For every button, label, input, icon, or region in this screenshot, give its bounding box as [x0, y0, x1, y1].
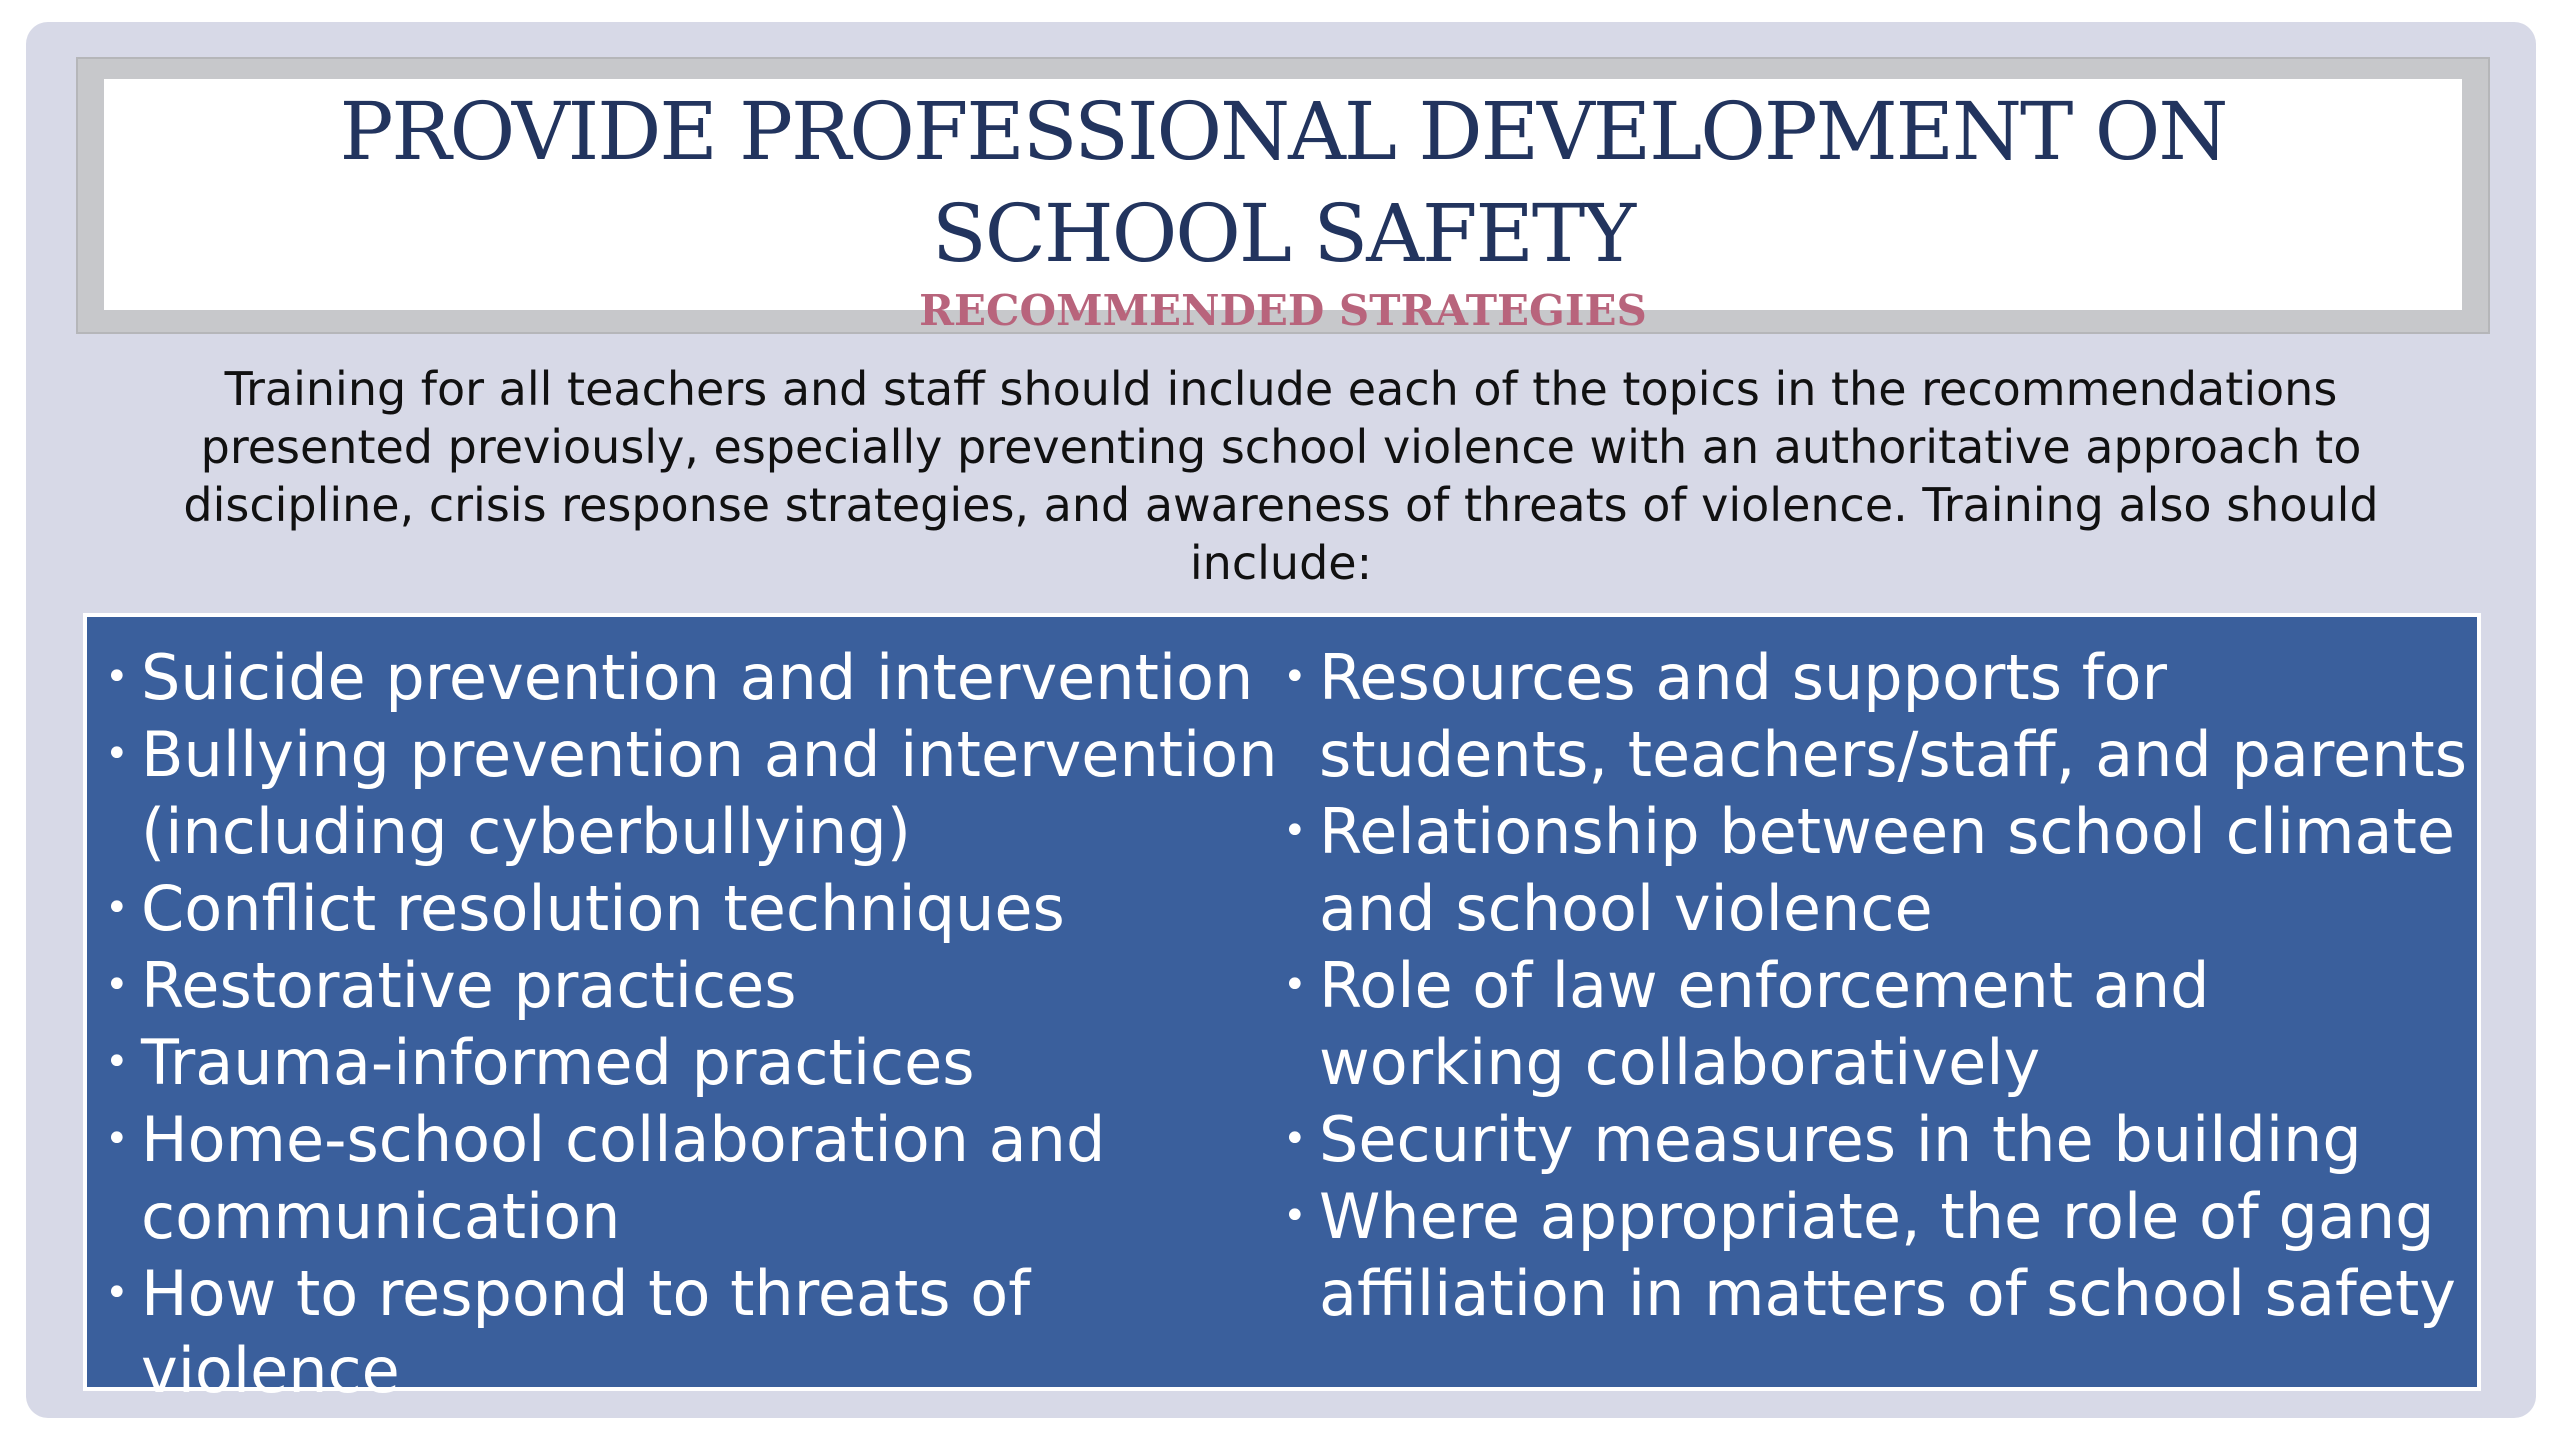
topics-box [83, 613, 2481, 1407]
title-line-1: PROVIDE PROFESSIONAL DEVELOPMENT ON [339, 85, 2227, 178]
bullet-icon: • [105, 654, 129, 700]
list-item [1283, 947, 2473, 1101]
intro-paragraph: Training for all teachers and staff should include each of the topics in the recommendations presented previously, especially preventing school violence with an authoritative approach to discipline, crisis response strategies, and awareness of threats of violence. Training also should include: [183, 362, 2379, 590]
bullet-icon: • [1283, 808, 1307, 854]
title-frame [76, 57, 2490, 334]
list-item-text: How to respond to threats of violence [141, 1257, 1031, 1407]
bullet-icon: • [1283, 654, 1307, 700]
title-box [104, 79, 2462, 335]
bullet-icon: • [105, 731, 129, 777]
list-item-text: Suicide prevention and intervention [141, 641, 1254, 714]
list-item-text: Trauma-informed practices [141, 1026, 975, 1099]
list-item-text: Where appropriate, the role of gang affiliation in matters of school safety [1319, 1180, 2456, 1330]
list-item [105, 716, 1285, 870]
bullet-icon: • [105, 1270, 129, 1316]
title-line-2: SCHOOL SAFETY [931, 187, 1635, 280]
topics-list-left [105, 639, 1285, 1409]
list-item-text: Role of law enforcement and working collaboratively [1319, 949, 2210, 1099]
bullet-icon: • [105, 1116, 129, 1162]
list-item [1283, 1178, 2473, 1332]
topics-list-right [1283, 639, 2473, 1332]
bullet-icon: • [1283, 1193, 1307, 1239]
slide [26, 22, 2536, 1418]
list-item [105, 1101, 1285, 1255]
list-item [105, 1024, 1285, 1101]
list-item [1283, 639, 2473, 793]
list-item-text: Security measures in the building [1319, 1103, 2362, 1176]
bullet-icon: • [1283, 1116, 1307, 1162]
list-item [105, 870, 1285, 947]
list-item-text: Relationship between school climate and school violence [1319, 795, 2455, 945]
bullet-icon: • [1283, 962, 1307, 1008]
list-item-text: Home-school collaboration and communication [141, 1103, 1106, 1253]
list-item-text: Resources and supports for students, teachers/staff, and parents [1319, 641, 2467, 791]
list-item-text: Bullying prevention and intervention (including cyberbullying) [141, 718, 1278, 868]
list-item [1283, 1101, 2473, 1178]
bullet-icon: • [105, 962, 129, 1008]
list-item [105, 639, 1285, 716]
list-item-text: Conflict resolution techniques [141, 872, 1065, 945]
list-item [1283, 793, 2473, 947]
list-item [105, 947, 1285, 1024]
slide-title [104, 79, 2462, 285]
list-item [105, 1255, 1285, 1409]
slide-subtitle: RECOMMENDED STRATEGIES [919, 286, 1647, 335]
bullet-icon: • [105, 885, 129, 931]
list-item-text: Restorative practices [141, 949, 797, 1022]
bullet-icon: • [105, 1039, 129, 1085]
